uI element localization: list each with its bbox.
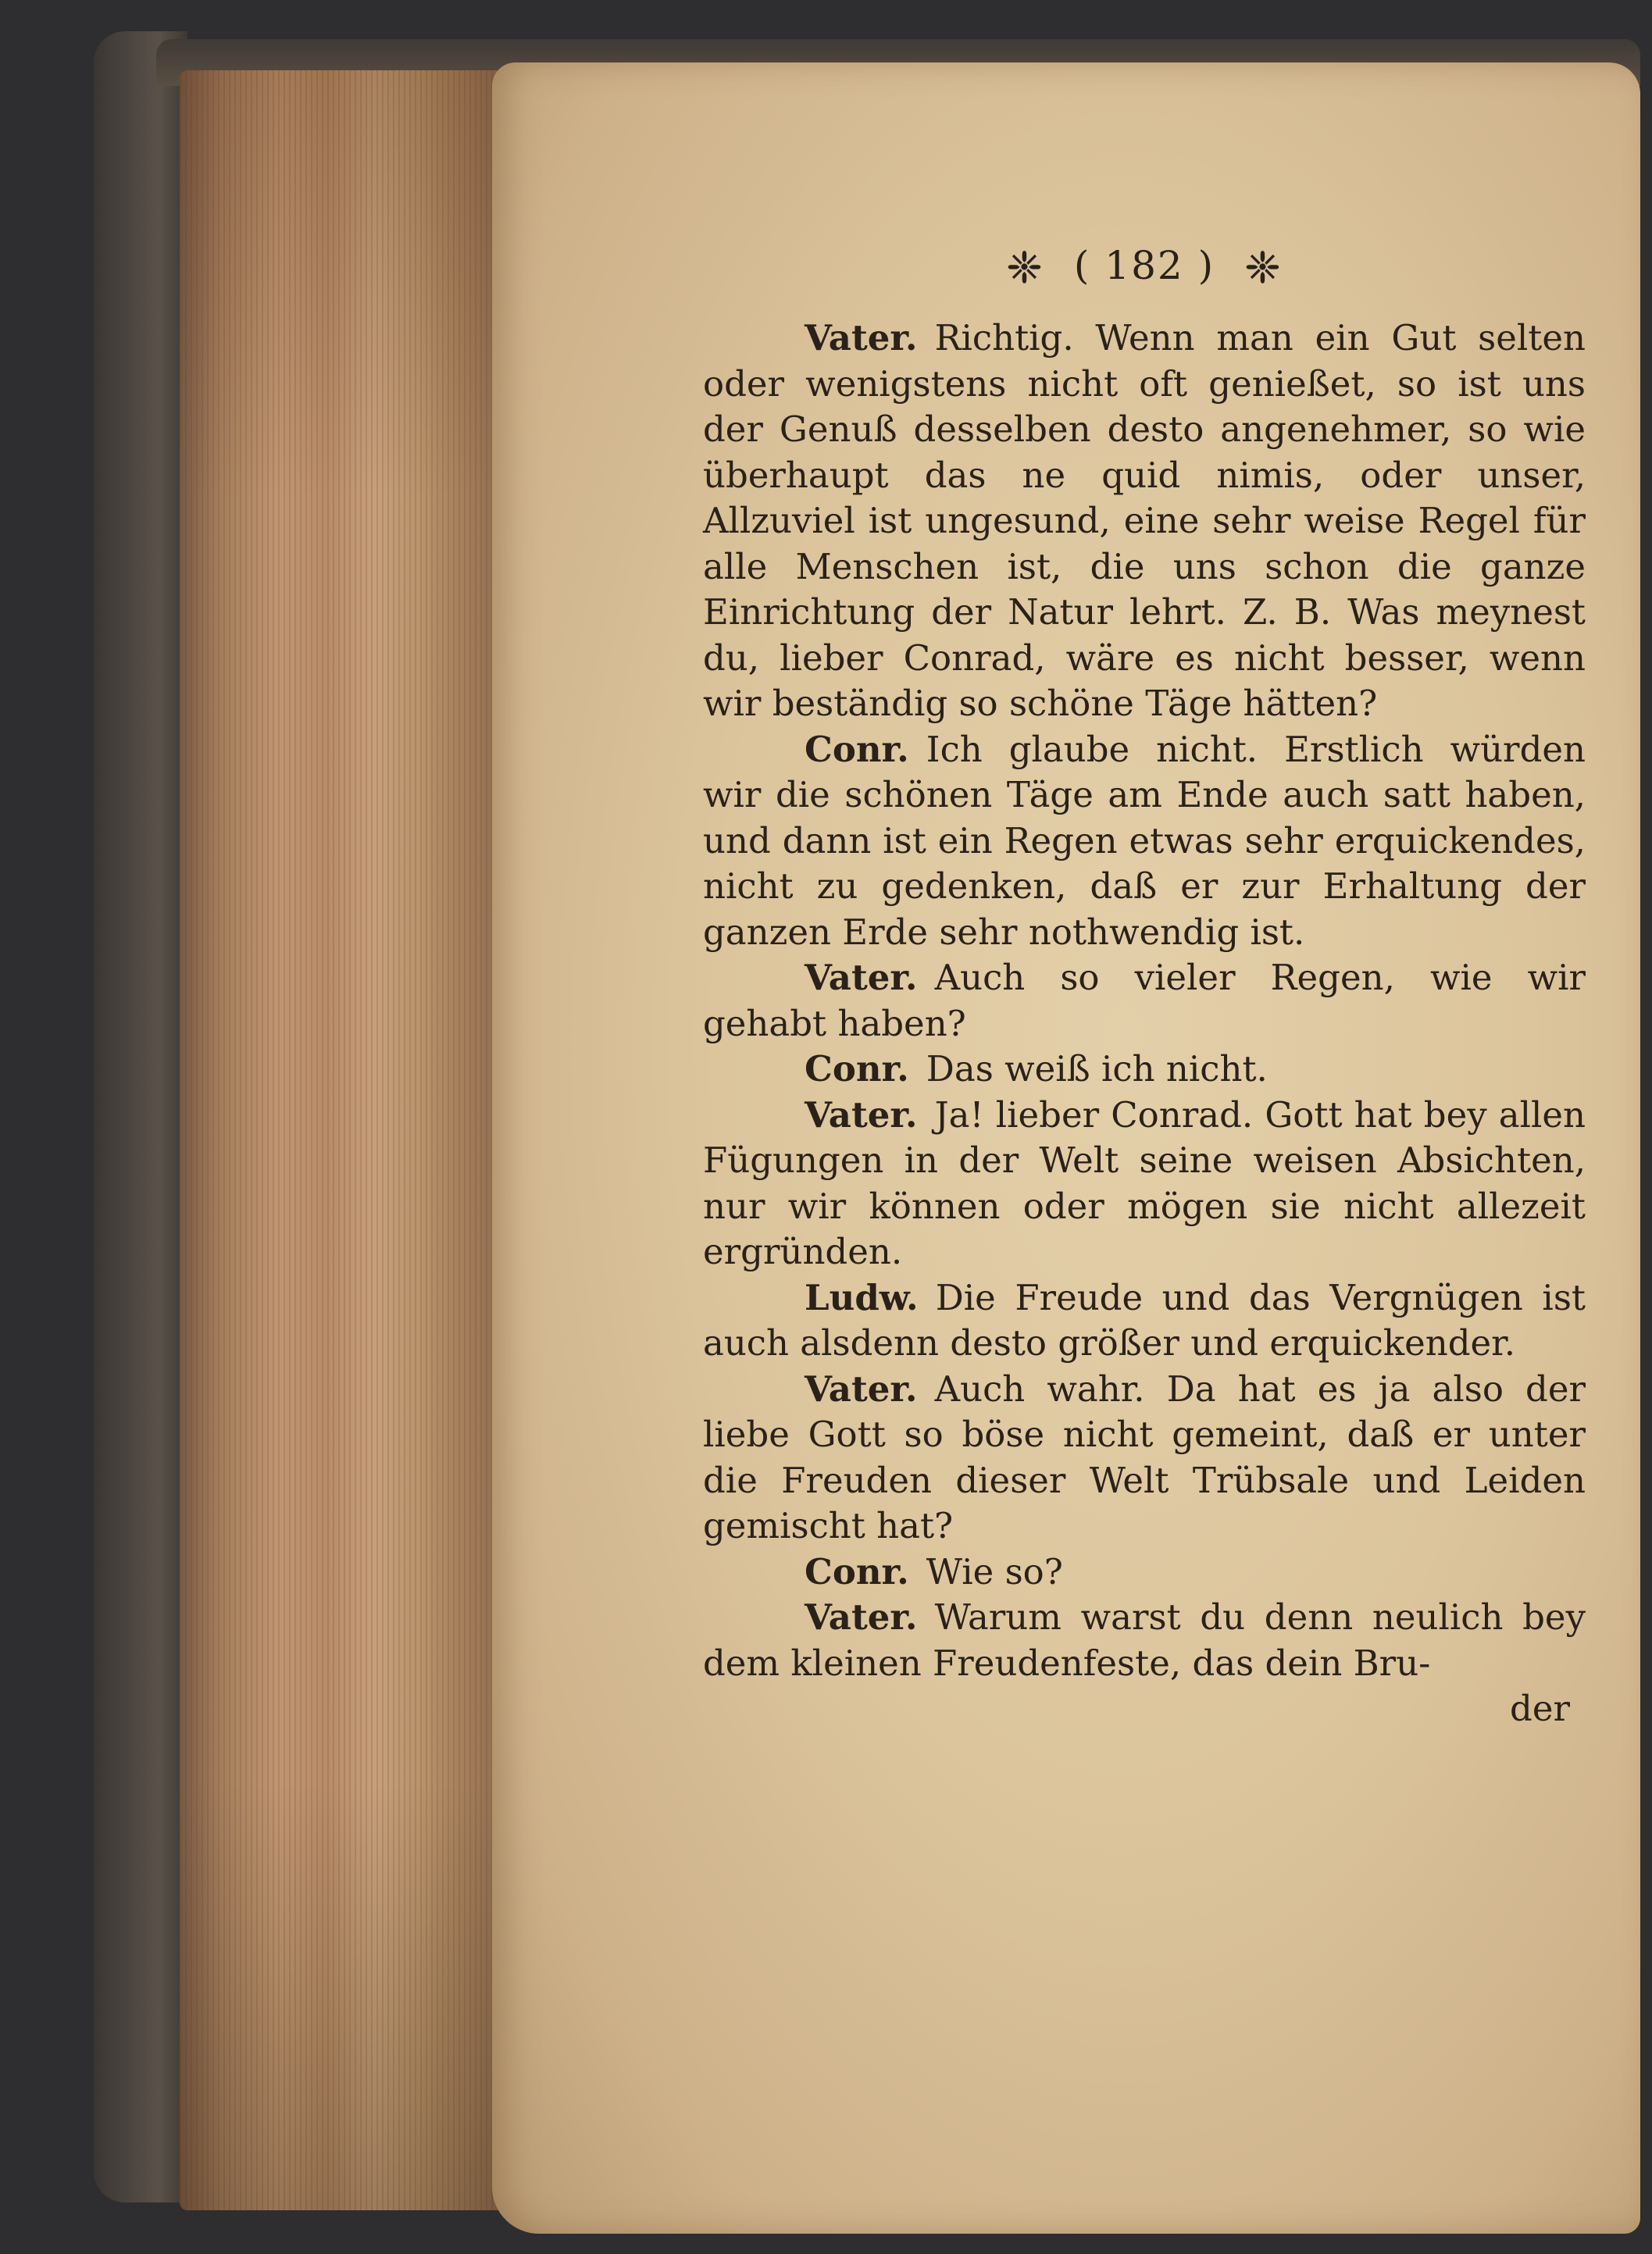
speaker-name: Conr.: [805, 1550, 909, 1592]
dialogue-text: Die Freude und das Vergnügen ist auch alsdenn desto größer und erquickender.: [703, 1276, 1586, 1364]
dialogue-paragraph: [703, 1047, 1586, 1093]
page-header: [703, 242, 1586, 292]
dialogue-paragraph: [703, 1550, 1586, 1596]
dialogue-text: Warum warst du denn neulich bey dem kleinen Freudenfeste, das dein Bru-: [703, 1596, 1586, 1684]
dialogue-paragraph: [703, 1367, 1586, 1550]
speaker-name: Ludw.: [805, 1276, 919, 1318]
dialogue-text: Auch so vieler Regen, wie wir gehabt haben?: [703, 957, 1586, 1044]
speaker-name: Vater.: [805, 1368, 918, 1410]
ornament-right-icon: ❈: [1244, 243, 1283, 294]
book-cover-spine: [94, 31, 187, 2202]
catchword: der: [1510, 1688, 1570, 1729]
speaker-name: Vater.: [805, 957, 918, 998]
page-number: ( 182 ): [1073, 243, 1215, 288]
printed-page: [492, 62, 1640, 2234]
dialogue-paragraph: [703, 727, 1586, 956]
dialogue-text: Das weiß ich nicht.: [926, 1048, 1268, 1090]
dialogue-paragraph: [703, 1093, 1586, 1275]
speaker-name: Vater.: [805, 317, 918, 358]
dialogue-text: Richtig. Wenn man ein Gut selten oder wenigstens nicht oft genießet, so ist uns der Genuß desselben desto angenehmer, so wie überhaupt das ne quid nimis, oder unser, Allzuviel ist ungesund, eine sehr weise Regel für alle Menschen ist, die uns schon die ganze Einrichtung der Natur lehrt. Z. B. Was meynest du, lieber Conrad, wäre es nicht besser, wenn wir beständig so schöne Täge hätten?: [703, 317, 1586, 724]
dialogue-text: Auch wahr. Da hat es ja also der liebe Gott so böse nicht gemeint, daß er unter die Freuden dieser Welt Trübsale und Leiden gemischt hat?: [703, 1368, 1586, 1546]
speaker-name: Vater.: [805, 1093, 918, 1136]
dialogue-text: Ja! lieber Conrad. Gott hat bey allen Fügungen in der Welt seine weisen Absichten, nur wir können oder mögen sie nicht allezeit ergründen.: [703, 1093, 1586, 1272]
page-edges-shading: [180, 70, 508, 2210]
speaker-name: Vater.: [805, 1596, 918, 1638]
speaker-name: Conr.: [805, 1048, 909, 1090]
ornament-left-icon: ❈: [1006, 243, 1044, 294]
dialogue-paragraph: [703, 1275, 1586, 1367]
dialogue-text: Ich glaube nicht. Erstlich würden wir die schönen Täge am Ende auch satt haben, und dann ist ein Regen etwas sehr erquickendes, nicht zu gedenken, daß er zur Erhaltung der ganzen Erde sehr nothwendig ist.: [703, 728, 1586, 953]
dialogue-text: Wie so?: [926, 1550, 1063, 1592]
dialogue-paragraph: [703, 1595, 1586, 1686]
page-text-block: [703, 242, 1586, 1732]
speaker-name: Conr.: [805, 728, 909, 770]
dialogue-paragraph: [703, 955, 1586, 1047]
dialogue-paragraph: [703, 316, 1586, 727]
